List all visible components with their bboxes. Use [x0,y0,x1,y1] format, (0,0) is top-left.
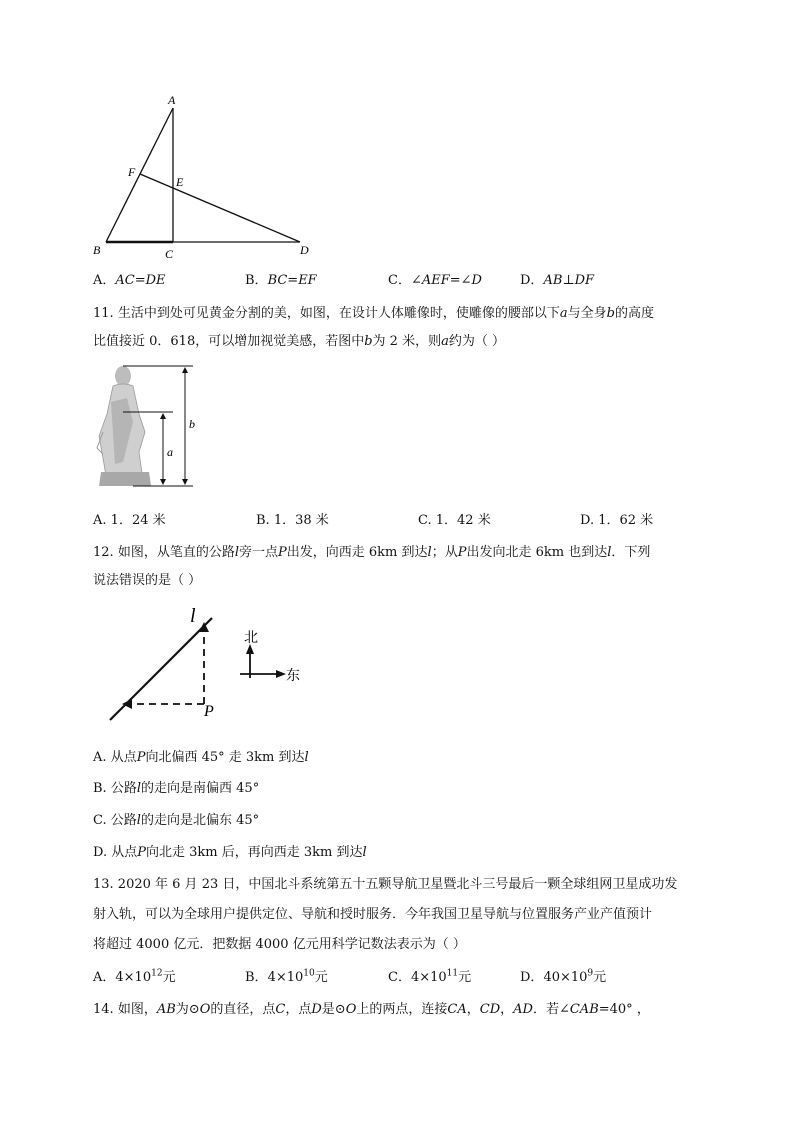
label-D: D [300,243,309,257]
q11-option-c: C. 1．42 米 [418,513,491,528]
q11-option-d: D. 1．62 米 [580,513,654,528]
label-north: 北 [244,631,258,646]
q12-option-b: B. 公路l的走向是南偏西 45° [93,781,260,796]
figure-q10-triangle [88,90,328,266]
q10-option-d: D．AB⊥DF [520,273,595,288]
label-F: F [128,165,136,179]
q12-line1: 12. 如图，从笔直的公路l旁一点P出发，向西走 6km 到达l；从P出发向北走 6km 也到达l．下列 [93,545,651,560]
q11-line1: 11. 生活中到处可见黄金分割的美，如图，在设计人体雕像时，使雕像的腰部以下a与全身b的高度 [93,306,654,321]
q10-option-a: A．AC=DE [93,273,166,288]
q13-option-d: D．$40\times 10^9$元 [520,968,607,985]
q12-line2: 说法错误的是（ ） [93,573,202,588]
label-l: l [190,605,196,627]
q11-option-b: B. 1．38 米 [256,513,329,528]
q13-option-a: A．$4\times 10^{12}$元 [93,968,176,985]
label-P: P [204,703,214,720]
label-east: 东 [286,669,300,684]
q11-option-a: A. 1．24 米 [93,513,166,528]
q13-line1: 13. 2020 年 6 月 23 日，中国北斗系统第五十五颗导航卫星暨北斗三号最后一颗全球组网卫星成功发 [93,877,678,892]
q12-option-c: C. 公路l的走向是北偏东 45° [93,813,260,828]
q12-option-d: D. 从点P向北走 3km 后，再向西走 3km 到达l [93,845,367,860]
label-b: b [189,417,195,431]
figure-q11-statue [93,362,213,490]
q14-line1: 14. 如图，AB为⊙O的直径，点C，点D是⊙O上的两点，连接CA，CD，AD．若∠CAB=40° ， [93,1002,650,1017]
label-A: A [168,93,176,107]
q10-option-c: C．∠AEF=∠D [388,273,482,288]
q13-line2: 射入轨，可以为全球用户提供定位、导航和授时服务．今年我国卫星导航与位置服务产业产值预计 [93,907,653,922]
figure-q12-road [100,600,320,730]
q13-line3: 将超过 4000 亿元．把数据 4000 亿元用科学记数法表示为（ ） [93,937,466,952]
label-a: a [167,445,173,459]
label-B: B [93,243,101,257]
q11-line2: 比值接近 0．618，可以增加视觉美感，若图中b为 2 米，则a约为（ ） [93,334,505,349]
q12-option-a: A. 从点P向北偏西 45° 走 3km 到达l [93,750,309,765]
label-E: E [176,175,184,189]
q13-option-b: B．$4\times 10^{10}$元 [245,968,328,985]
label-C: C [165,247,174,261]
q13-option-c: C．$4\times 10^{11}$元 [388,968,472,985]
q10-option-b: B．BC=EF [245,273,317,288]
